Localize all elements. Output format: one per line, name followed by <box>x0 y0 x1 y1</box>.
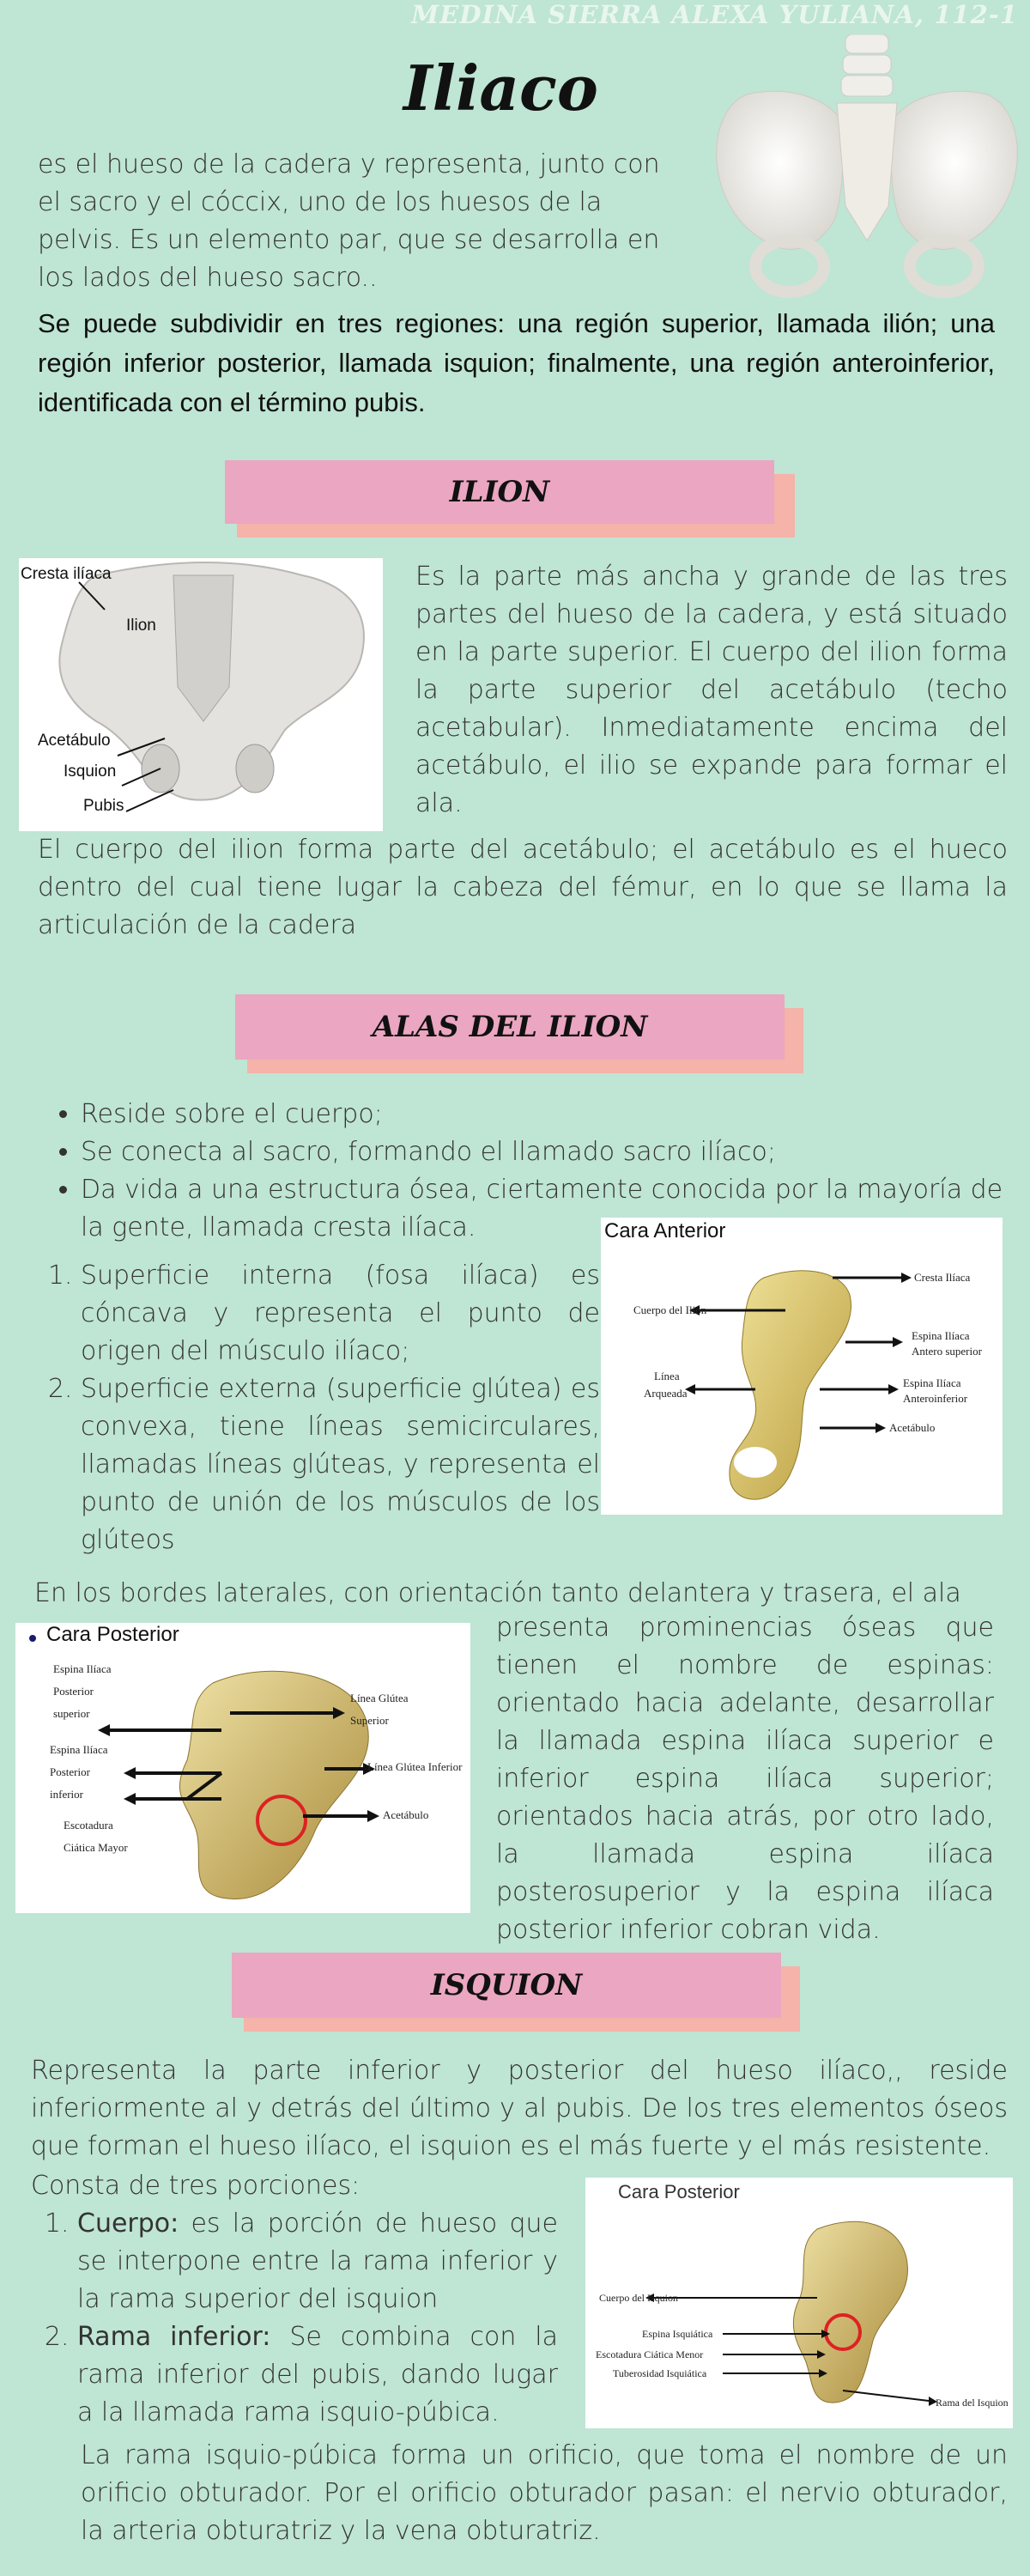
label: Escotadura <box>64 1819 113 1832</box>
label: Acetábulo <box>383 1808 429 1821</box>
label: Posterior <box>50 1765 90 1778</box>
label: Ciática Mayor <box>64 1841 128 1854</box>
isquion-numbered-list <box>31 2205 558 2432</box>
intro-paragraph: es el hueso de la cadera y representa, junto con el sacro y el cóccix, uno de los huesos de la pelvis. Es un elemento par, que se desarrolla en los lados del hueso sacro.. <box>38 149 660 293</box>
label: Cuerpo del Ilion <box>633 1303 707 1316</box>
label: Arqueada <box>644 1387 688 1400</box>
alas-numbered-list <box>38 1257 600 1559</box>
list-item: 1. Superficie interna (fosa ilíaca) es cóncava y representa el punto de origen del músculo ilíaco; <box>81 1257 600 1370</box>
list-item <box>77 2318 558 2432</box>
label-pubis: Pubis <box>83 797 124 815</box>
item-term: Cuerpo: <box>77 2208 179 2239</box>
ilion-paragraph-2: El cuerpo del ilion forma parte del acetábulo; el acetábulo es el hueco dentro del cual tiene lugar la cabeza del fémur, en lo que se llama la articulación de la cadera <box>38 835 1008 940</box>
isquion-heading: ISQUION <box>232 1953 781 2018</box>
item-term: Rama inferior: <box>77 2322 271 2352</box>
label: Espina Ilíaca <box>50 1743 108 1756</box>
label-acetabulo: Acetábulo <box>38 732 111 750</box>
label: Espina Ilíaca <box>903 1376 961 1389</box>
isquion-paragraph-1: Representa la parte inferior y posterior del hueso ilíaco,, reside inferiormente al y detrás del último y al pubis. De los tres elementos óseos que forman el hueso ilíaco, el isquion es el más fuerte y el más resistente. <box>31 2056 1008 2161</box>
isquion-diagram <box>585 2178 1013 2428</box>
posterior-title: Cara Posterior <box>46 1623 179 1646</box>
label: Rama del Isquion <box>936 2397 1009 2409</box>
isquion-banner <box>232 1953 800 2035</box>
label: Línea Glútea <box>350 1692 409 1704</box>
label: Posterior <box>53 1685 94 1698</box>
lateral-paragraph-rest: presenta prominencias óseas que tienen el nombre de espinas: orientado hacia adelante, desarrollar la llamada espina ilíaca superior e inferior espina ilíaca superior; orientados hacia atrás, por otro lado, la llamada espina ilíaca posterosuperior y la espina ilíaca posterior inferior cobran vida. <box>496 1613 994 1945</box>
label: Superior <box>350 1714 389 1727</box>
author-name: MEDINA SIERRA ALEXA YULIANA, 112-1 <box>411 0 1018 29</box>
ilion-heading: ILION <box>225 460 774 524</box>
isquion-image-title: Cara Posterior <box>618 2181 740 2202</box>
label: inferior <box>50 1788 83 1801</box>
ilion-paragraph-1: Es la parte más ancha y grande de las tres partes del hueso de la cadera, y está situado en la parte superior. El cuerpo del ilion forma la parte superior del acetábulo (techo acetabular). Inmediatamente encima del acetábulo, el ilio se expande para formar el ala. <box>415 562 1008 818</box>
list-item: 2. Superficie externa (superficie glútea) es convexa, tiene líneas semicirculares, llamadas líneas glúteas, y representa el punto de unión de los músculos de los glúteos <box>81 1370 600 1559</box>
isquion-paragraph-2: Consta de tres porciones: <box>31 2171 360 2201</box>
regions-paragraph: Se puede subdividir en tres regiones: una región superior, llamada ilión; una región inferior posterior, llamada isquion; finalmente, una región anteroinferior, identificada con el término pubis. <box>38 308 995 417</box>
page-title: Iliaco <box>403 52 598 125</box>
label: Cuerpo del Isquion <box>599 2292 678 2304</box>
item-text: es la porción de hueso que se interpone entre la rama inferior y la rama superior del isquion <box>77 2208 558 2314</box>
lateral-paragraph-first: En los bordes laterales, con orientación tanto delantera y trasera, el ala <box>34 1578 961 1608</box>
anterior-title: Cara Anterior <box>604 1219 726 1242</box>
list-item: • Reside sobre el cuerpo; <box>81 1096 1008 1133</box>
list-item: • Da vida a una estructura ósea, ciertamente conocida por la mayoría de la gente, llamada cresta ilíaca. <box>81 1171 1008 1247</box>
pelvis-image <box>695 34 1030 309</box>
label: Espina Isquiática <box>642 2328 713 2340</box>
label: Anteroinferior <box>903 1392 968 1405</box>
ilion-diagram <box>19 558 383 831</box>
list-item: • Se conecta al sacro, formando el llamado sacro ilíaco; <box>81 1133 1008 1171</box>
ilion-banner <box>225 460 795 541</box>
label-cresta: Cresta ilíaca <box>21 565 112 583</box>
label-ilion: Ilion <box>126 617 156 635</box>
item-text: Se combina con la rama inferior del pubis, dando lugar a la llamada rama isquio-púbica. <box>77 2322 558 2427</box>
isquion-paragraph-3: La rama isquio-púbica forma un orificio, que toma el nombre de un orificio obturador. Por el orificio obturador pasan: el nervio obturador, la arteria obturatriz y la vena obturatriz. <box>81 2440 1008 2546</box>
posterior-diagram <box>15 1623 470 1913</box>
alas-heading: ALAS DEL ILION <box>235 994 785 1060</box>
anterior-diagram <box>601 1218 1003 1515</box>
alas-banner <box>235 994 803 1077</box>
label: Cresta Ilíaca <box>914 1271 971 1284</box>
label: Antero superior <box>912 1345 982 1358</box>
label: superior <box>53 1707 90 1720</box>
list-item <box>77 2205 558 2318</box>
label: Espina Ilíaca <box>53 1662 112 1675</box>
label: Línea <box>654 1370 680 1382</box>
label: Escotadura Ciática Menor <box>596 2348 704 2360</box>
label: Espina Ilíaca <box>912 1329 970 1342</box>
label-isquion: Isquion <box>64 762 117 781</box>
label: Tuberosidad Isquiática <box>613 2367 707 2379</box>
label: Línea Glútea Inferior <box>367 1760 463 1773</box>
label: Acetábulo <box>889 1421 936 1434</box>
